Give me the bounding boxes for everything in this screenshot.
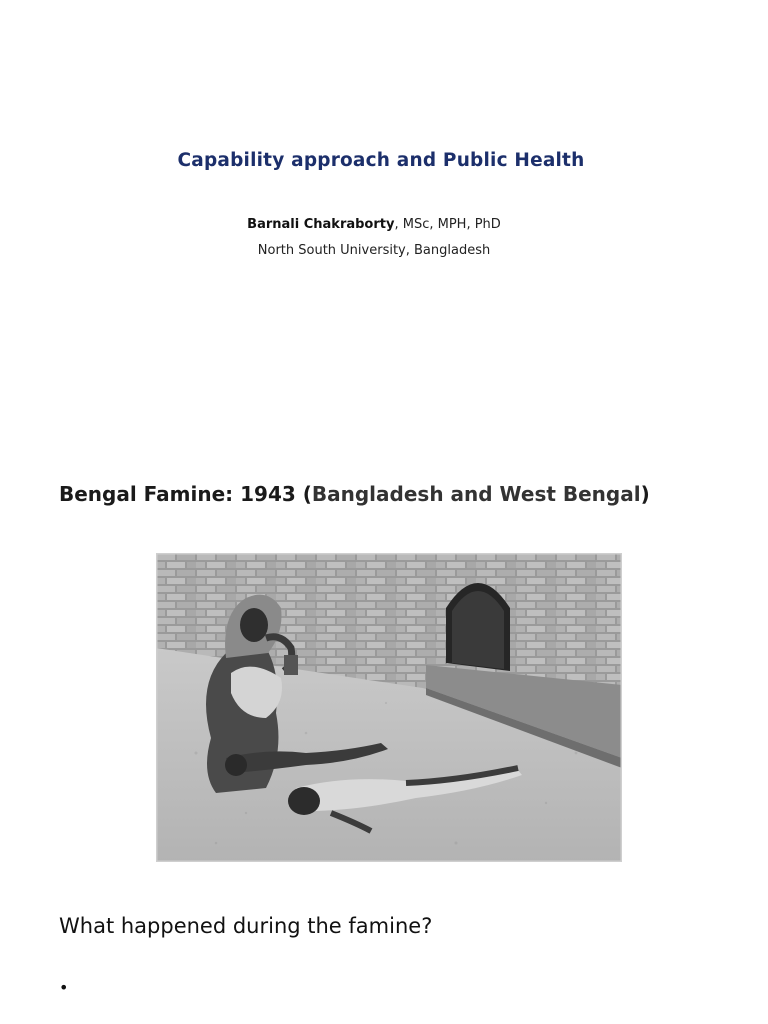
section-heading-close: ) <box>640 482 650 506</box>
author-affiliation: North South University, Bangladesh <box>257 243 491 258</box>
famine-photo-icon <box>156 553 622 862</box>
author-credentials: , MSc, MPH, PhD <box>394 217 501 232</box>
famine-photo <box>156 553 622 862</box>
section-question: What happened during the famine? <box>59 914 433 938</box>
author-line <box>0 217 748 232</box>
section-heading-region: Bangladesh and West Bengal <box>311 482 641 506</box>
document-title: Capability approach and Public Health <box>177 150 585 171</box>
author-name: Barnali Chakraborty <box>247 217 395 232</box>
section-heading <box>59 482 650 506</box>
section-heading-main: Bengal Famine: 1943 ( <box>59 482 312 506</box>
bullet-point: • <box>59 978 69 997</box>
